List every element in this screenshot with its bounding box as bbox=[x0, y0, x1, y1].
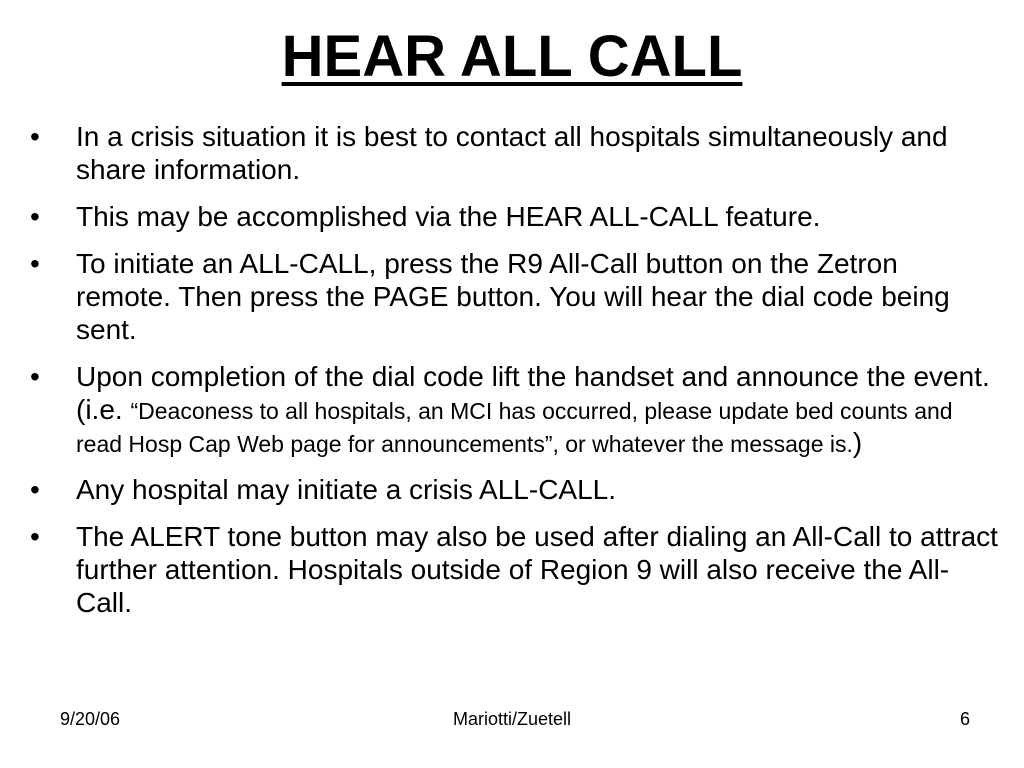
footer-page-number: 6 bbox=[959, 709, 970, 729]
bullet-list bbox=[30, 120, 1000, 633]
bullet-text: Any hospital may initiate a crisis ALL-CALL. bbox=[76, 474, 617, 505]
bullet-item-2 bbox=[30, 200, 1000, 233]
bullet-item-4 bbox=[30, 360, 1000, 459]
bullet-quote: “Deaconess to all hospitals, an MCI has occurred, please update bed counts and read Hosp Cap Web page for announcements”, or whatever the message is. bbox=[76, 398, 953, 457]
bullet-text: In a crisis situation it is best to contact all hospitals simultaneously and share information. bbox=[76, 121, 948, 185]
bullet-dot-icon: • bbox=[30, 474, 40, 505]
bullet-text: Upon completion of the dial code lift the handset and announce the event. (i.e. bbox=[76, 361, 990, 425]
bullet-dot-icon: • bbox=[30, 521, 40, 552]
bullet-close-paren: ) bbox=[852, 427, 863, 458]
bullet-item-6 bbox=[30, 520, 1000, 619]
bullet-dot-icon: • bbox=[30, 361, 40, 392]
bullet-item-1 bbox=[30, 120, 1000, 186]
footer-author: Mariotti/Zuetell bbox=[452, 709, 572, 729]
bullet-dot-icon: • bbox=[30, 201, 40, 232]
footer-date: 9/20/06 bbox=[60, 709, 121, 729]
slide-title-text: HEAR ALL CALL bbox=[281, 24, 743, 89]
bullet-text: The ALERT tone button may also be used after dialing an All-Call to attract further attention. Hospitals outside of Region 9 will also receive the All-Call. bbox=[76, 521, 998, 618]
bullet-item-5 bbox=[30, 473, 1000, 506]
bullet-item-3 bbox=[30, 247, 1000, 346]
bullet-dot-icon: • bbox=[30, 121, 40, 152]
bullet-text: This may be accomplished via the HEAR ALL-CALL feature. bbox=[76, 201, 821, 232]
bullet-text: To initiate an ALL-CALL, press the R9 All-Call button on the Zetron remote. Then press the PAGE button. You will hear the dial code being sent. bbox=[76, 248, 950, 345]
slide-title bbox=[0, 22, 1024, 92]
bullet-dot-icon: • bbox=[30, 248, 40, 279]
